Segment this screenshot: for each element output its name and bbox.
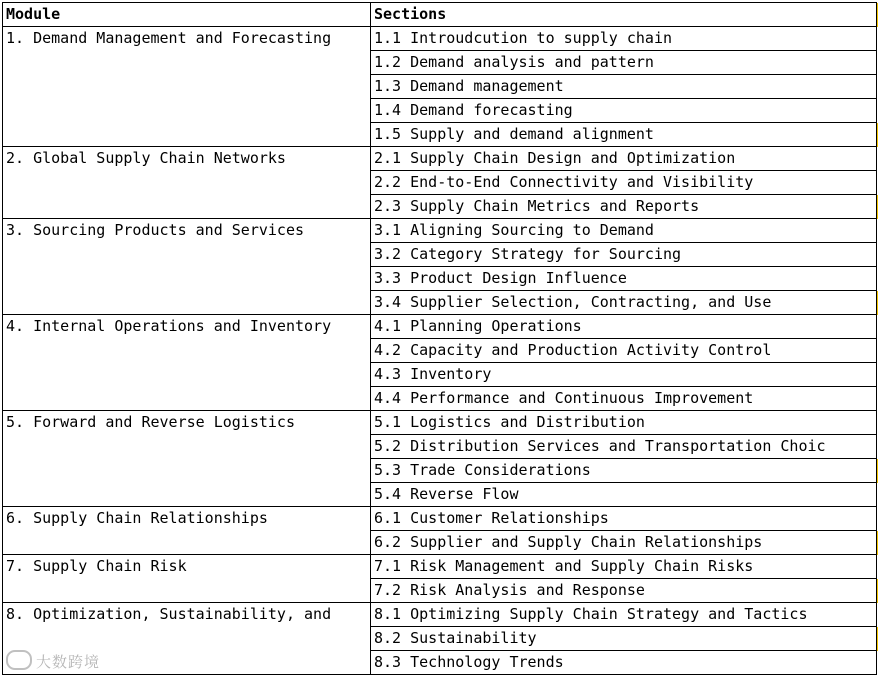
section-cell[interactable]: 5.2 Distribution Services and Transportation Choic <box>371 435 877 459</box>
section-cell[interactable]: 1.2 Demand analysis and pattern <box>371 51 877 75</box>
section-cell[interactable]: 5.4 Reverse Flow <box>371 483 877 507</box>
section-cell[interactable]: 2.2 End-to-End Connectivity and Visibility <box>371 171 877 195</box>
section-cell[interactable]: 6.1 Customer Relationships <box>371 507 877 531</box>
section-cell[interactable]: 3.4 Supplier Selection, Contracting, and Use <box>371 291 877 315</box>
table-row <box>3 507 879 531</box>
module-cell[interactable]: 2. Global Supply Chain Networks <box>3 147 371 219</box>
row-marker <box>877 3 879 27</box>
row-marker <box>877 75 879 99</box>
row-marker <box>877 243 879 267</box>
row-marker <box>877 195 879 219</box>
row-marker <box>877 315 879 339</box>
row-marker <box>877 579 879 603</box>
row-marker <box>877 339 879 363</box>
row-marker <box>877 267 879 291</box>
section-cell[interactable]: 6.2 Supplier and Supply Chain Relationships <box>371 531 877 555</box>
row-marker <box>877 531 879 555</box>
watermark-text: 大数跨境 <box>36 653 101 671</box>
row-marker <box>877 507 879 531</box>
section-cell[interactable]: 4.2 Capacity and Production Activity Control <box>371 339 877 363</box>
table-row <box>3 603 879 627</box>
row-marker <box>877 459 879 483</box>
section-cell[interactable]: 8.3 Technology Trends <box>371 651 877 675</box>
row-marker <box>877 147 879 171</box>
row-marker <box>877 411 879 435</box>
section-cell[interactable]: 4.1 Planning Operations <box>371 315 877 339</box>
row-marker <box>877 603 879 627</box>
row-marker <box>877 435 879 459</box>
row-marker <box>877 387 879 411</box>
table-row <box>3 147 879 171</box>
section-cell[interactable]: 7.1 Risk Management and Supply Chain Risks <box>371 555 877 579</box>
section-cell[interactable]: 8.1 Optimizing Supply Chain Strategy and Tactics <box>371 603 877 627</box>
table-row <box>3 27 879 51</box>
module-cell[interactable]: 3. Sourcing Products and Services <box>3 219 371 315</box>
row-marker <box>877 27 879 51</box>
table-row <box>3 315 879 339</box>
table-row <box>3 411 879 435</box>
section-cell[interactable]: 2.3 Supply Chain Metrics and Reports <box>371 195 877 219</box>
section-cell[interactable]: 1.5 Supply and demand alignment <box>371 123 877 147</box>
section-cell[interactable]: 1.3 Demand management <box>371 75 877 99</box>
row-marker <box>877 219 879 243</box>
row-marker <box>877 123 879 147</box>
section-cell[interactable]: 4.4 Performance and Continuous Improvement <box>371 387 877 411</box>
row-marker <box>877 651 879 675</box>
sections-header[interactable]: Sections <box>371 3 877 27</box>
section-cell[interactable]: 1.4 Demand forecasting <box>371 99 877 123</box>
module-table <box>2 2 879 675</box>
table-body <box>3 27 879 675</box>
section-cell[interactable]: 3.1 Aligning Sourcing to Demand <box>371 219 877 243</box>
module-cell[interactable]: 4. Internal Operations and Inventory <box>3 315 371 411</box>
header-row <box>3 3 879 27</box>
module-cell[interactable]: 5. Forward and Reverse Logistics <box>3 411 371 507</box>
section-cell[interactable]: 8.2 Sustainability <box>371 627 877 651</box>
section-cell[interactable]: 1.1 Introudcution to supply chain <box>371 27 877 51</box>
section-cell[interactable]: 2.1 Supply Chain Design and Optimization <box>371 147 877 171</box>
section-cell[interactable]: 5.3 Trade Considerations <box>371 459 877 483</box>
row-marker <box>877 51 879 75</box>
module-cell[interactable]: 1. Demand Management and Forecasting <box>3 27 371 147</box>
watermark-logo-icon <box>6 650 32 670</box>
row-marker <box>877 363 879 387</box>
section-cell[interactable]: 3.3 Product Design Influence <box>371 267 877 291</box>
section-cell[interactable]: 4.3 Inventory <box>371 363 877 387</box>
row-marker <box>877 171 879 195</box>
module-cell[interactable]: 8. Optimization, Sustainability, and <box>3 603 371 675</box>
module-cell[interactable]: 7. Supply Chain Risk <box>3 555 371 603</box>
module-header[interactable]: Module <box>3 3 371 27</box>
row-marker <box>877 555 879 579</box>
section-cell[interactable]: 3.2 Category Strategy for Sourcing <box>371 243 877 267</box>
section-cell[interactable]: 7.2 Risk Analysis and Response <box>371 579 877 603</box>
row-marker <box>877 291 879 315</box>
module-cell[interactable]: 6. Supply Chain Relationships <box>3 507 371 555</box>
row-marker <box>877 627 879 651</box>
watermark <box>6 650 100 672</box>
row-marker <box>877 99 879 123</box>
section-cell[interactable]: 5.1 Logistics and Distribution <box>371 411 877 435</box>
table-row <box>3 219 879 243</box>
row-marker <box>877 483 879 507</box>
table-row <box>3 555 879 579</box>
